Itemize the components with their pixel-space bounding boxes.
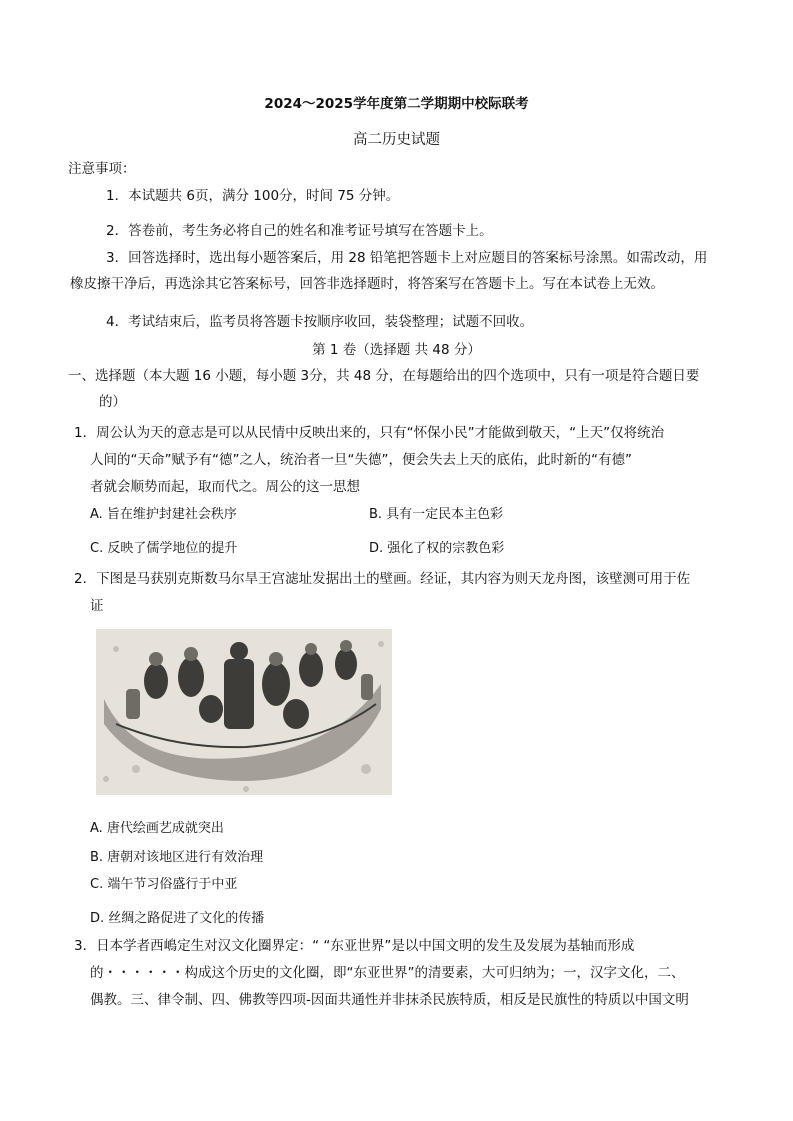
section-intro: 一、选择题（本大题 16 小题，每小题 3分，共 48 分，在每题给出的四个选项中，只有一项是符合题日要 (68, 368, 700, 384)
question-3-line-2: 的・・・・・・构成这个历史的文化圈，即“东亚世界”的清要素，大可归纳为；一，汉字文化，二、 (90, 965, 685, 981)
notice-heading: 注意事项： (68, 161, 136, 177)
notice-item-2: 2．答卷前，考生务必将自己的姓名和准考证号填写在答题卡上。 (106, 223, 493, 239)
question-1-option-b: B. 具有一定民本主色彩 (369, 507, 504, 522)
notice-item-3-cont: 橡皮擦干净后，再选涂其它答案标号，回答非选择题时，将答案写在答题卡上。写在本试卷上无效。 (70, 276, 664, 292)
exam-subtitle: 高二历史试题 (353, 132, 440, 148)
question-1-line-1: 1．周公认为天的意志是可以从民情中反映出来的，只有“怀保小民”才能做到敬天，“上天”仅将统治 (74, 425, 665, 441)
question-2-line-1: 2．下图是马获别克斯数马尔旱王宫滤址发据出土的壁画。经证，其内容为则天龙舟图，该壁测可用于佐 (74, 571, 691, 587)
question-1-option-a: A. 旨在维护封建社会秩序 (90, 507, 237, 522)
exam-title: 2024～2025学年度第二学期期中校际联考 (264, 96, 529, 112)
question-1-line-3: 者就会顺势而起，取而代之。周公的这一思想 (90, 479, 360, 495)
notice-item-1: 1．本试题共 6页，满分 100分，时间 75 分钟。 (106, 188, 400, 204)
question-2-line-2: 证 (90, 598, 104, 614)
question-1-option-d: D. 强化了权的宗教色彩 (369, 541, 505, 556)
question-3-line-3: 偶教。三、律令制、四、佛教等四项-因面共通性并非抹杀民族特质，相反是民旗性的特质以中国文明 (90, 992, 689, 1008)
notice-item-3: 3．回答选择时，选出每小题答案后，用 28 铅笔把答题卡上对应题目的答案标号涂黑。如需改动，用 (106, 250, 708, 266)
question-2-option-d: D. 丝绸之路促进了文化的传播 (90, 911, 265, 926)
question-1-option-c: C. 反映了儒学地位的提升 (90, 541, 238, 556)
question-2-option-c: C. 端午节习俗盛行于中亚 (90, 877, 238, 892)
section-title: 第 1 卷（选择题 共 48 分） (312, 342, 481, 358)
notice-item-4: 4．考试结束后，监考员将答题卡按顺序收回，装袋整理；试题不回收。 (106, 314, 534, 330)
question-2-option-a: A. 唐代绘画艺成就突出 (90, 821, 224, 836)
question-3-line-1: 3．日本学者西嶋定生对汉文化圈界定：“ “东亚世界”是以中国文明的发生及发展为基轴而形成 (74, 938, 635, 954)
question-2-option-b: B. 唐朝对该地区进行有效治理 (90, 850, 264, 865)
mural-image (96, 629, 392, 795)
section-intro-cont: 的） (99, 394, 126, 410)
question-1-line-2: 人间的“天命”赋予有“德”之人，统治者一旦“失德”，便会失去上天的底佑，此时新的“有德” (90, 452, 632, 468)
